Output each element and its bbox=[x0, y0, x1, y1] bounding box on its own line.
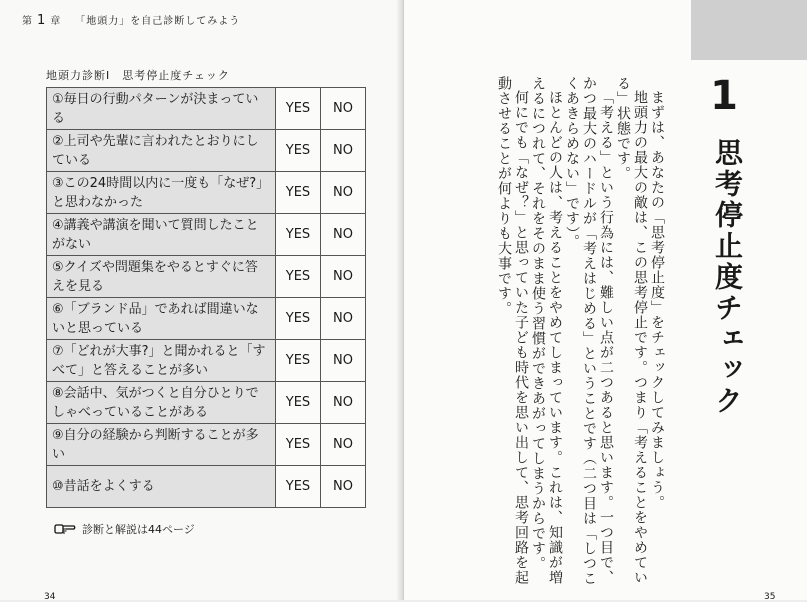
body-text bbox=[495, 76, 665, 586]
no-option: NO bbox=[321, 424, 366, 466]
checklist-item: ⑦「どれが大事?」と聞かれると「すべて」と答えることが多い bbox=[47, 340, 276, 382]
checklist-subtitle: 思考停止度チェック bbox=[122, 69, 230, 82]
no-option: NO bbox=[321, 172, 366, 214]
checklist-row bbox=[47, 172, 366, 214]
running-head bbox=[22, 12, 240, 28]
paragraph: 「考える」という行為には、難しい点が二つあると思います。一つ目で、かつ最大のハードルが「考えはじめる」ということです（二つ目は「しつこくあきらめない」です）。 bbox=[564, 76, 614, 586]
running-head-prefix: 第 bbox=[22, 16, 33, 27]
footnote bbox=[54, 521, 195, 537]
yes-option: YES bbox=[276, 214, 321, 256]
yes-option: YES bbox=[276, 466, 321, 508]
pointing-hand-icon bbox=[54, 523, 76, 535]
checklist-row bbox=[47, 340, 366, 382]
no-option: NO bbox=[321, 130, 366, 172]
checklist-title: 地頭力診断Ⅰ bbox=[46, 69, 111, 82]
checklist-row bbox=[47, 382, 366, 424]
checklist-row bbox=[47, 466, 366, 508]
checklist-item: ①毎日の行動パターンが決まっている bbox=[47, 88, 276, 130]
checklist-row bbox=[47, 256, 366, 298]
paragraph: 何にでも「なぜ？」と思っていた子ども時代を思い出して、思考回路を起動させることが何よりも大事です。 bbox=[496, 76, 529, 585]
yes-option: YES bbox=[276, 424, 321, 466]
checklist-row bbox=[47, 130, 366, 172]
yes-option: YES bbox=[276, 172, 321, 214]
paragraph: ほとんどの人は、考えることをやめてしまっています。これは、知識が増えるにつれて、それをそのまま使う習慣ができあがってしまうからです。 bbox=[530, 76, 563, 585]
yes-option: YES bbox=[276, 298, 321, 340]
no-option: NO bbox=[321, 466, 366, 508]
running-head-chapter: 1 bbox=[37, 13, 47, 28]
checklist-item: ④講義や講演を聞いて質問したことがない bbox=[47, 214, 276, 256]
yes-option: YES bbox=[276, 340, 321, 382]
yes-option: YES bbox=[276, 88, 321, 130]
no-option: NO bbox=[321, 88, 366, 130]
paragraph: まずは、あなたの「思考停止度」をチェックしてみましょう。 bbox=[649, 90, 665, 510]
checklist-item: ⑤クイズや問題集をやるとすぐに答えを見る bbox=[47, 256, 276, 298]
checklist-row bbox=[47, 214, 366, 256]
chapter-number: 1 bbox=[710, 73, 738, 119]
checklist-row bbox=[47, 298, 366, 340]
running-head-suffix: 章 bbox=[50, 16, 62, 27]
checklist-item: ⑩昔話をよくする bbox=[47, 466, 276, 508]
yes-option: YES bbox=[276, 256, 321, 298]
checklist-row bbox=[47, 424, 366, 466]
no-option: NO bbox=[321, 340, 366, 382]
yes-option: YES bbox=[276, 130, 321, 172]
checklist-item: ③この24時間以内に一度も「なぜ?」と思わなかった bbox=[47, 172, 276, 214]
left-page bbox=[0, 0, 403, 600]
no-option: NO bbox=[321, 214, 366, 256]
checklist-item: ⑥「ブランド品」であれば間違いないと思っている bbox=[47, 298, 276, 340]
checklist-item: ②上司や先輩に言われたとおりにしている bbox=[47, 130, 276, 172]
no-option: NO bbox=[321, 298, 366, 340]
page-number-left: 34 bbox=[44, 592, 56, 602]
checklist-item: ⑨自分の経験から判断することが多い bbox=[47, 424, 276, 466]
running-head-title: 「地頭力」を自己診断してみよう bbox=[75, 16, 241, 27]
chapter-tab bbox=[691, 0, 807, 60]
checklist-item: ⑧会話中、気がつくと自分ひとりでしゃべっていることがある bbox=[47, 382, 276, 424]
chapter-title: 思考停止度チェック bbox=[711, 138, 744, 417]
checklist-table bbox=[46, 87, 366, 508]
paragraph: 地頭力の最大の敵は、この思考停止です。つまり「考えることをやめている」状態です。 bbox=[615, 76, 648, 585]
page-number-right: 35 bbox=[764, 592, 776, 602]
footnote-text: 診断と解説は44ページ bbox=[82, 523, 195, 536]
no-option: NO bbox=[321, 382, 366, 424]
yes-option: YES bbox=[276, 382, 321, 424]
checklist-row bbox=[47, 88, 366, 130]
checklist-heading bbox=[46, 67, 230, 83]
no-option: NO bbox=[321, 256, 366, 298]
